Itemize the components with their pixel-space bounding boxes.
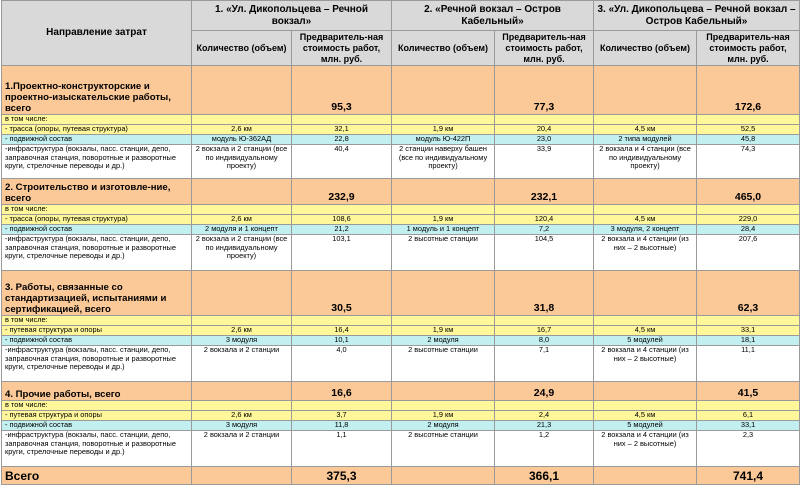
empty-cell (292, 205, 392, 215)
section-qty-empty (192, 179, 292, 205)
detail-cost: 7,1 (495, 346, 594, 382)
detail-row (2, 125, 800, 135)
detail-cost: 20,4 (495, 125, 594, 135)
detail-label: - подвижной состав (2, 135, 192, 145)
empty-cell (495, 316, 594, 326)
detail-qty: 2 типа модулей (594, 135, 697, 145)
detail-qty: 5 модулей (594, 336, 697, 346)
section-total: 77,3 (495, 66, 594, 115)
section-row (2, 66, 800, 115)
detail-cost: 103,1 (292, 235, 392, 271)
detail-cost: 8,0 (495, 336, 594, 346)
route-1-header: 1. «Ул. Дикопольцева – Речной вокзал» (192, 1, 392, 31)
detail-label: -инфраструктура (вокзалы, пасс. станции, депо, заправочная станция, поворотные и разворотные круги, стрелочные переводы и др.) (2, 235, 192, 271)
detail-qty: 2,6 км (192, 411, 292, 421)
empty-cell (594, 401, 697, 411)
detail-cost: 21,2 (292, 225, 392, 235)
detail-qty: 2 высотные станции (392, 346, 495, 382)
detail-row (2, 431, 800, 467)
detail-cost: 11,1 (697, 346, 800, 382)
empty-cell (594, 115, 697, 125)
section-total: 95,3 (292, 66, 392, 115)
qty-header: Количество (объем) (594, 31, 697, 66)
total-qty-empty (192, 467, 292, 485)
empty-cell (697, 115, 800, 125)
detail-cost: 10,1 (292, 336, 392, 346)
cost-header: Предваритель-ная стоимость работ, млн. руб. (495, 31, 594, 66)
detail-qty: 5 модулей (594, 421, 697, 431)
section-total: 31,8 (495, 271, 594, 316)
total-label: Всего (2, 467, 192, 485)
detail-row (2, 421, 800, 431)
section-qty-empty (192, 382, 292, 401)
detail-label: -инфраструктура (вокзалы, пасс. станции, депо, заправочная станция, поворотные и разворотные круги, стрелочные переводы и др.) (2, 145, 192, 179)
detail-cost: 2,3 (697, 431, 800, 467)
detail-qty: 1,9 км (392, 411, 495, 421)
including-label: в том числе: (2, 401, 192, 411)
empty-cell (495, 401, 594, 411)
detail-row (2, 145, 800, 179)
section-qty-empty (192, 271, 292, 316)
detail-qty: 4,5 км (594, 125, 697, 135)
section-qty-empty (192, 66, 292, 115)
detail-qty: 3 модуля (192, 421, 292, 431)
detail-row (2, 225, 800, 235)
route-2-header: 2. «Речной вокзал – Остров Кабельный» (392, 1, 594, 31)
detail-qty: модуль Ю-422П (392, 135, 495, 145)
empty-cell (292, 401, 392, 411)
section-row (2, 179, 800, 205)
section-qty-empty (594, 271, 697, 316)
section-total: 24,9 (495, 382, 594, 401)
detail-cost: 52,5 (697, 125, 800, 135)
section-row (2, 382, 800, 401)
including-row (2, 115, 800, 125)
total-value: 741,4 (697, 467, 800, 485)
detail-label: - подвижной состав (2, 225, 192, 235)
empty-cell (495, 205, 594, 215)
detail-cost: 40,4 (292, 145, 392, 179)
empty-cell (697, 316, 800, 326)
detail-qty: 2 высотные станции (392, 431, 495, 467)
detail-qty: 2 вокзала и 4 станции (из них – 2 высотные) (594, 235, 697, 271)
section-total: 41,5 (697, 382, 800, 401)
detail-cost: 28,4 (697, 225, 800, 235)
empty-cell (192, 115, 292, 125)
section-total: 30,5 (292, 271, 392, 316)
including-label: в том числе: (2, 316, 192, 326)
detail-cost: 7,2 (495, 225, 594, 235)
section-total: 232,9 (292, 179, 392, 205)
empty-cell (192, 316, 292, 326)
total-row (2, 467, 800, 485)
empty-cell (392, 115, 495, 125)
detail-qty: 2 вокзала и 4 станции (из них – 2 высотные) (594, 431, 697, 467)
section-title: 3. Работы, связанные со стандартизацией, испытаниями и сертификацией, всего (2, 271, 192, 316)
detail-qty: модуль Ю-362АД (192, 135, 292, 145)
detail-qty: 2 вокзала и 2 станции (все по индивидуальному проекту) (192, 145, 292, 179)
detail-row (2, 411, 800, 421)
detail-cost: 33,1 (697, 421, 800, 431)
detail-cost: 32,1 (292, 125, 392, 135)
empty-cell (192, 205, 292, 215)
detail-cost: 1,2 (495, 431, 594, 467)
empty-cell (594, 205, 697, 215)
detail-qty: 2,6 км (192, 215, 292, 225)
detail-cost: 45,8 (697, 135, 800, 145)
detail-cost: 18,1 (697, 336, 800, 346)
detail-qty: 2 модуля (392, 336, 495, 346)
detail-qty: 2,6 км (192, 125, 292, 135)
detail-cost: 6,1 (697, 411, 800, 421)
detail-qty: 3 модуля (192, 336, 292, 346)
detail-cost: 1,1 (292, 431, 392, 467)
detail-qty: 4,5 км (594, 215, 697, 225)
section-qty-empty (392, 179, 495, 205)
detail-row (2, 215, 800, 225)
section-title: 1.Проектно-конструкторские и проектно-изыскательские работы, всего (2, 66, 192, 115)
detail-row (2, 346, 800, 382)
detail-qty: 2,6 км (192, 326, 292, 336)
detail-cost: 108,6 (292, 215, 392, 225)
direction-header: Направление затрат (2, 1, 192, 66)
detail-label: - путевая структура и опоры (2, 411, 192, 421)
detail-qty: 2 вокзала и 2 станции (192, 431, 292, 467)
total-qty-empty (594, 467, 697, 485)
detail-qty: 3 модуля, 2 концепт (594, 225, 697, 235)
section-row (2, 271, 800, 316)
detail-cost: 22,8 (292, 135, 392, 145)
including-label: в том числе: (2, 205, 192, 215)
detail-qty: 1,9 км (392, 215, 495, 225)
section-qty-empty (594, 66, 697, 115)
section-total: 232,1 (495, 179, 594, 205)
detail-qty: 2 модуля (392, 421, 495, 431)
including-row (2, 316, 800, 326)
route-3-header: 3. «Ул. Дикопольцева – Речной вокзал – Остров Кабельный» (594, 1, 800, 31)
detail-qty: 2 высотные станции (392, 235, 495, 271)
detail-label: - путевая структура и опоры (2, 326, 192, 336)
detail-cost: 11,8 (292, 421, 392, 431)
detail-label: - трасса (опоры, путевая структура) (2, 125, 192, 135)
detail-label: - подвижной состав (2, 336, 192, 346)
empty-cell (495, 115, 594, 125)
empty-cell (392, 205, 495, 215)
detail-qty: 2 вокзала и 2 станции (все по индивидуальному проекту) (192, 235, 292, 271)
detail-cost: 16,7 (495, 326, 594, 336)
total-value: 366,1 (495, 467, 594, 485)
detail-cost: 33,1 (697, 326, 800, 336)
detail-cost: 229,0 (697, 215, 800, 225)
detail-cost: 2,4 (495, 411, 594, 421)
detail-row (2, 336, 800, 346)
section-total: 172,6 (697, 66, 800, 115)
empty-cell (292, 316, 392, 326)
detail-cost: 21,3 (495, 421, 594, 431)
detail-qty: 2 вокзала и 4 станции (из них – 2 высотные) (594, 346, 697, 382)
empty-cell (697, 205, 800, 215)
detail-qty: 4,5 км (594, 326, 697, 336)
empty-cell (392, 316, 495, 326)
section-qty-empty (392, 382, 495, 401)
section-title: 2. Строительство и изготовле-ние, всего (2, 179, 192, 205)
detail-qty: 2 станции наверху башен (все по индивидуальному проекту) (392, 145, 495, 179)
detail-qty: 2 модуля и 1 концепт (192, 225, 292, 235)
detail-cost: 33,9 (495, 145, 594, 179)
detail-cost: 120,4 (495, 215, 594, 225)
detail-cost: 104,5 (495, 235, 594, 271)
detail-cost: 23,0 (495, 135, 594, 145)
section-total: 465,0 (697, 179, 800, 205)
section-total: 16,6 (292, 382, 392, 401)
cost-header: Предваритель-ная стоимость работ, млн. руб. (697, 31, 800, 66)
detail-cost: 16,4 (292, 326, 392, 336)
including-row (2, 205, 800, 215)
detail-qty: 1 модуль и 1 концепт (392, 225, 495, 235)
detail-label: - трасса (опоры, путевая структура) (2, 215, 192, 225)
empty-cell (697, 401, 800, 411)
section-qty-empty (594, 179, 697, 205)
empty-cell (392, 401, 495, 411)
detail-label: -инфраструктура (вокзалы, пасс. станции, депо, заправочная станция, поворотные и разворотные круги, стрелочные переводы и др.) (2, 346, 192, 382)
detail-label: -инфраструктура (вокзалы, пасс. станции, депо, заправочная станция, поворотные и разворотные круги, стрелочные переводы и др.) (2, 431, 192, 467)
empty-cell (594, 316, 697, 326)
cost-table (1, 0, 800, 485)
detail-row (2, 235, 800, 271)
cost-header: Предваритель-ная стоимость работ, млн. руб. (292, 31, 392, 66)
detail-label: - подвижной состав (2, 421, 192, 431)
including-label: в том числе: (2, 115, 192, 125)
section-qty-empty (392, 271, 495, 316)
detail-cost: 207,6 (697, 235, 800, 271)
detail-qty: 2 вокзала и 4 станции (все по индивидуальному проекту) (594, 145, 697, 179)
total-value: 375,3 (292, 467, 392, 485)
detail-qty: 1,9 км (392, 125, 495, 135)
detail-row (2, 326, 800, 336)
detail-qty: 4,5 км (594, 411, 697, 421)
section-title: 4. Прочие работы, всего (2, 382, 192, 401)
empty-cell (192, 401, 292, 411)
detail-cost: 4,0 (292, 346, 392, 382)
detail-cost: 74,3 (697, 145, 800, 179)
qty-header: Количество (объем) (192, 31, 292, 66)
detail-qty: 1,9 км (392, 326, 495, 336)
total-qty-empty (392, 467, 495, 485)
detail-cost: 3,7 (292, 411, 392, 421)
qty-header: Количество (объем) (392, 31, 495, 66)
section-total: 62,3 (697, 271, 800, 316)
section-qty-empty (594, 382, 697, 401)
detail-qty: 2 вокзала и 2 станции (192, 346, 292, 382)
section-qty-empty (392, 66, 495, 115)
including-row (2, 401, 800, 411)
empty-cell (292, 115, 392, 125)
detail-row (2, 135, 800, 145)
